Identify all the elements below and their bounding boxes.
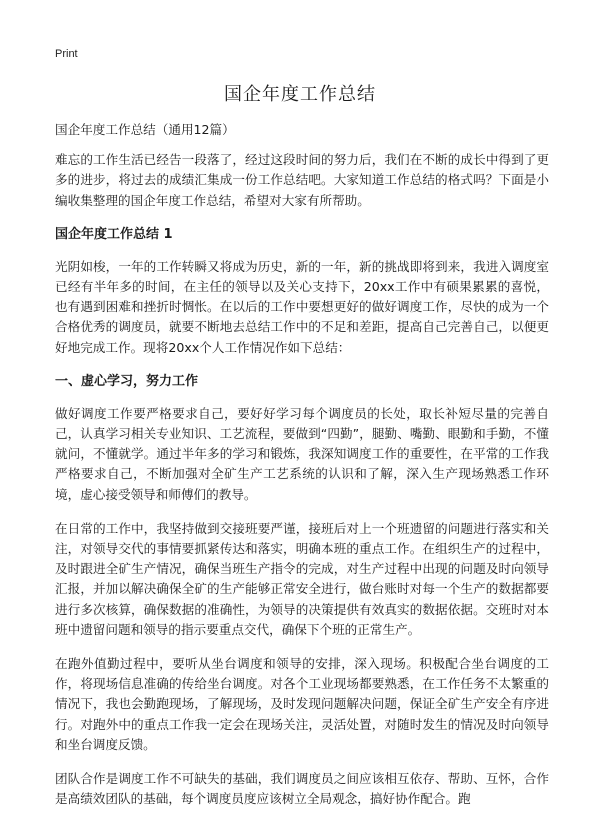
section-paragraph: 光阴如梭，一年的工作转瞬又将成为历史，新的一年，新的挑战即将到来，我进入调度室已经有半年多的时间，在主任的领导以及关心支持下，20xx工作中有硕果累累的喜悦，也有遇到困难和挫折时惆怅。在以后的工作中要想更好的做好调度工作，尽快的成为一个合格优秀的调度员，就要不断地去总结工作中的不足和差距，提高自己完善自己，以便更好地完成工作。现将20xx个人工作情况作如下总结： <box>55 258 549 355</box>
document-body <box>55 120 549 823</box>
shift-paragraph: 在日常的工作中，我坚持做到交接班要严谨，接班后对上一个班遗留的问题进行落实和关注，对领导交代的事情要抓紧传达和落实，明确本班的重点工作。在组织生产的过程中，及时跟进全矿生产情况，确保当班生产指令的完成，对生产过程中出现的问题及时向领导汇报，并加以解决确保全矿的生产能够正常安全进行，做台账时对每一个生产的数据都要进行多次核算，确保数据的准确性，为领导的决策提供有效真实的数据依据。交班时对本班中遗留问题和领导的指示要重点交代，确保下个班的正常生产。 <box>55 520 549 637</box>
study-paragraph: 做好调度工作要严格要求自己，要好好学习每个调度员的长处，取长补短尽量的完善自己，认真学习相关专业知识、工艺流程，要做到“四勤”，腿勤、嘴勤、眼勤和手勤，不懂就问，不懂就学。通过半年多的学习和锻炼，我深知调度工作的重要性，在平常的工作我严格要求自己，不断加强对全矿生产工艺系统的认识和了解，深入生产现场熟悉工作环境，虚心接受领导和师傅们的教导。 <box>55 405 549 502</box>
subsection-heading: 一、虚心学习，努力工作 <box>55 373 199 389</box>
field-paragraph: 在跑外值勤过程中，要听从坐台调度和领导的安排，深入现场。积极配合坐台调度的工作，将现场信息准确的传给坐台调度。对各个工业现场都要熟悉，在工作任务不太繁重的情况下，我也会勤跑现场，了解现场，及时发现问题解决问题，保证全矿生产安全有序进行。对跑外中的重点工作我一定会在现场关注，灵活处置，对随时发生的情况及时向领导和坐台调度反馈。 <box>55 656 549 752</box>
print-link[interactable]: Print <box>55 48 78 60</box>
intro-paragraph: 难忘的工作生活已经告一段落了，经过这段时间的努力后，我们在不断的成长中得到了更多的进步，将过去的成绩汇集成一份工作总结吧。大家知道工作总结的格式吗？下面是小编收集整理的国企年度工作总结，希望对大家有所帮助。 <box>55 152 549 208</box>
document-subtitle: 国企年度工作总结（通用12篇） <box>55 122 235 137</box>
section-heading: 国企年度工作总结 1 <box>55 226 173 242</box>
page-title: 国企年度工作总结 <box>224 84 376 105</box>
team-paragraph: 团队合作是调度工作不可缺失的基础，我们调度员之间应该相互依存、帮助、互怀，合作是高绩效团队的基础，每个调度员度应该树立全局观念，搞好协作配合。跑 <box>55 771 549 807</box>
